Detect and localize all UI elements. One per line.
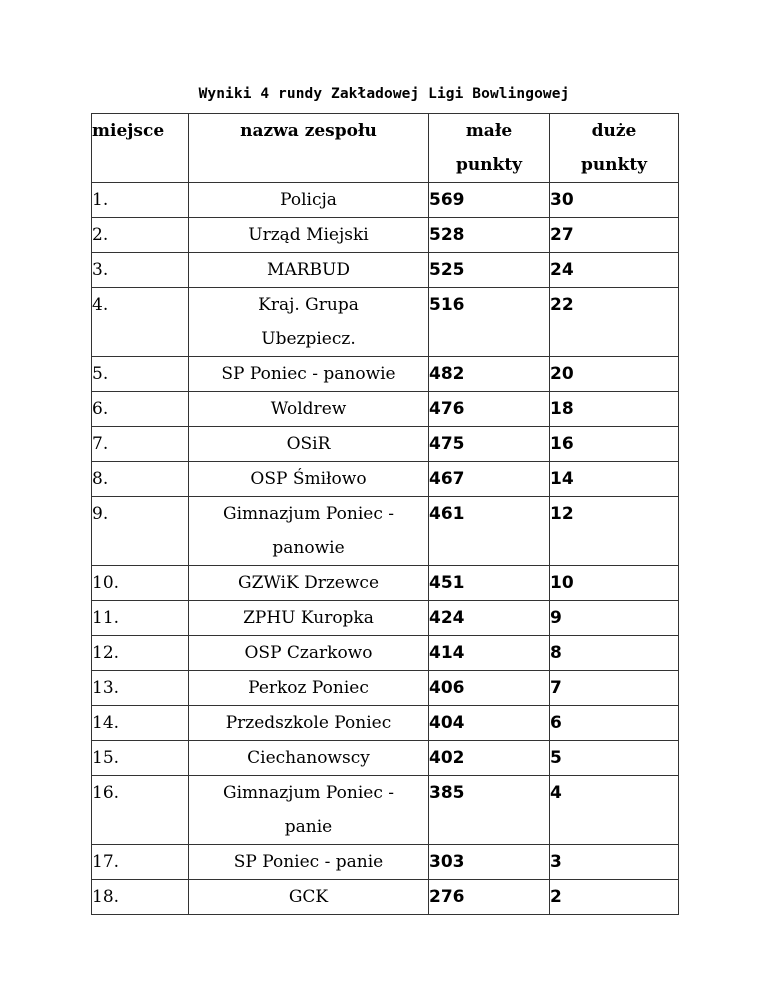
team-name-line: SP Poniec - panowie xyxy=(221,364,396,384)
team-name-line: OSP Czarkowo xyxy=(244,643,373,663)
results-table xyxy=(91,113,679,915)
place-cell: 15. xyxy=(92,741,189,776)
place-cell: 5. xyxy=(92,357,189,392)
team-name-line: Perkoz Poniec xyxy=(248,678,369,698)
team-cell xyxy=(189,880,429,915)
team-name-line: panowie xyxy=(272,538,345,558)
place-cell: 18. xyxy=(92,880,189,915)
header-big-points: duże punkty xyxy=(550,114,679,183)
big-points-cell: 16 xyxy=(550,427,679,462)
big-points-cell: 9 xyxy=(550,601,679,636)
place-cell: 9. xyxy=(92,497,189,566)
team-name-line: GZWiK Drzewce xyxy=(237,573,379,593)
place-cell: 4. xyxy=(92,288,189,357)
team-name-line: Urząd Miejski xyxy=(248,225,369,245)
small-points-cell: 424 xyxy=(429,601,550,636)
team-name-line: OSP Śmiłowo xyxy=(250,469,367,489)
team-cell xyxy=(189,392,429,427)
table-row xyxy=(92,706,679,741)
table-row xyxy=(92,218,679,253)
big-points-cell: 30 xyxy=(550,183,679,218)
document-title: Wyniki 4 rundy Zakładowej Ligi Bowlingowej xyxy=(198,86,570,102)
table-row xyxy=(92,636,679,671)
team-name-line: Gimnazjum Poniec - xyxy=(222,783,395,803)
big-points-cell: 18 xyxy=(550,392,679,427)
small-points-cell: 528 xyxy=(429,218,550,253)
place-cell: 12. xyxy=(92,636,189,671)
team-cell xyxy=(189,776,429,845)
team-cell xyxy=(189,845,429,880)
team-cell xyxy=(189,741,429,776)
place-cell: 8. xyxy=(92,462,189,497)
big-points-cell: 10 xyxy=(550,566,679,601)
place-cell: 7. xyxy=(92,427,189,462)
team-cell xyxy=(189,288,429,357)
small-points-cell: 303 xyxy=(429,845,550,880)
small-points-cell: 475 xyxy=(429,427,550,462)
table-row xyxy=(92,253,679,288)
big-points-cell: 8 xyxy=(550,636,679,671)
header-place: miejsce xyxy=(92,114,189,183)
place-cell: 2. xyxy=(92,218,189,253)
big-points-cell: 27 xyxy=(550,218,679,253)
table-row xyxy=(92,671,679,706)
team-name-line: Ciechanowscy xyxy=(247,748,370,768)
table-row xyxy=(92,497,679,566)
small-points-cell: 525 xyxy=(429,253,550,288)
table-header-row xyxy=(92,114,679,183)
table-row xyxy=(92,880,679,915)
big-points-cell: 4 xyxy=(550,776,679,845)
team-name-line: Gimnazjum Poniec - xyxy=(222,504,395,524)
team-name-line: Woldrew xyxy=(270,399,347,419)
team-cell xyxy=(189,427,429,462)
header-small-points: małe punkty xyxy=(429,114,550,183)
table-row xyxy=(92,566,679,601)
table-row xyxy=(92,288,679,357)
team-name-line: Kraj. Grupa xyxy=(258,295,359,315)
big-points-cell: 7 xyxy=(550,671,679,706)
small-points-cell: 414 xyxy=(429,636,550,671)
team-name-line: ZPHU Kuropka xyxy=(243,608,374,628)
big-points-cell: 20 xyxy=(550,357,679,392)
table-row xyxy=(92,357,679,392)
team-cell xyxy=(189,671,429,706)
big-points-cell: 3 xyxy=(550,845,679,880)
table-row xyxy=(92,776,679,845)
small-points-cell: 276 xyxy=(429,880,550,915)
place-cell: 17. xyxy=(92,845,189,880)
small-points-cell: 404 xyxy=(429,706,550,741)
team-cell xyxy=(189,253,429,288)
team-cell xyxy=(189,218,429,253)
team-cell xyxy=(189,601,429,636)
team-cell xyxy=(189,706,429,741)
place-cell: 13. xyxy=(92,671,189,706)
team-cell xyxy=(189,566,429,601)
big-points-cell: 22 xyxy=(550,288,679,357)
place-cell: 16. xyxy=(92,776,189,845)
table-row xyxy=(92,462,679,497)
big-points-cell: 12 xyxy=(550,497,679,566)
big-points-cell: 5 xyxy=(550,741,679,776)
small-points-cell: 461 xyxy=(429,497,550,566)
place-cell: 14. xyxy=(92,706,189,741)
team-cell xyxy=(189,183,429,218)
team-cell xyxy=(189,636,429,671)
team-name-line: SP Poniec - panie xyxy=(233,852,384,872)
place-cell: 3. xyxy=(92,253,189,288)
big-points-cell: 2 xyxy=(550,880,679,915)
table-row xyxy=(92,427,679,462)
team-cell xyxy=(189,462,429,497)
table-row xyxy=(92,741,679,776)
table-row xyxy=(92,845,679,880)
small-points-cell: 406 xyxy=(429,671,550,706)
team-name-line: OSiR xyxy=(286,434,331,454)
table-row xyxy=(92,601,679,636)
place-cell: 11. xyxy=(92,601,189,636)
place-cell: 1. xyxy=(92,183,189,218)
team-name-line: GCK xyxy=(288,887,329,907)
team-cell xyxy=(189,497,429,566)
small-points-cell: 385 xyxy=(429,776,550,845)
small-points-cell: 467 xyxy=(429,462,550,497)
table-row xyxy=(92,392,679,427)
small-points-cell: 516 xyxy=(429,288,550,357)
big-points-cell: 24 xyxy=(550,253,679,288)
small-points-cell: 451 xyxy=(429,566,550,601)
team-name-line: panie xyxy=(284,817,333,837)
small-points-cell: 482 xyxy=(429,357,550,392)
team-name-line: Ubezpiecz. xyxy=(261,329,356,349)
big-points-cell: 14 xyxy=(550,462,679,497)
small-points-cell: 476 xyxy=(429,392,550,427)
team-name-line: Policja xyxy=(280,190,337,210)
table-row xyxy=(92,183,679,218)
place-cell: 10. xyxy=(92,566,189,601)
small-points-cell: 569 xyxy=(429,183,550,218)
team-cell xyxy=(189,357,429,392)
team-name-line: MARBUD xyxy=(267,260,350,280)
big-points-cell: 6 xyxy=(550,706,679,741)
results-body xyxy=(92,183,679,915)
team-name-line: Przedszkole Poniec xyxy=(225,713,392,733)
header-team: nazwa zespołu xyxy=(189,114,429,183)
place-cell: 6. xyxy=(92,392,189,427)
small-points-cell: 402 xyxy=(429,741,550,776)
